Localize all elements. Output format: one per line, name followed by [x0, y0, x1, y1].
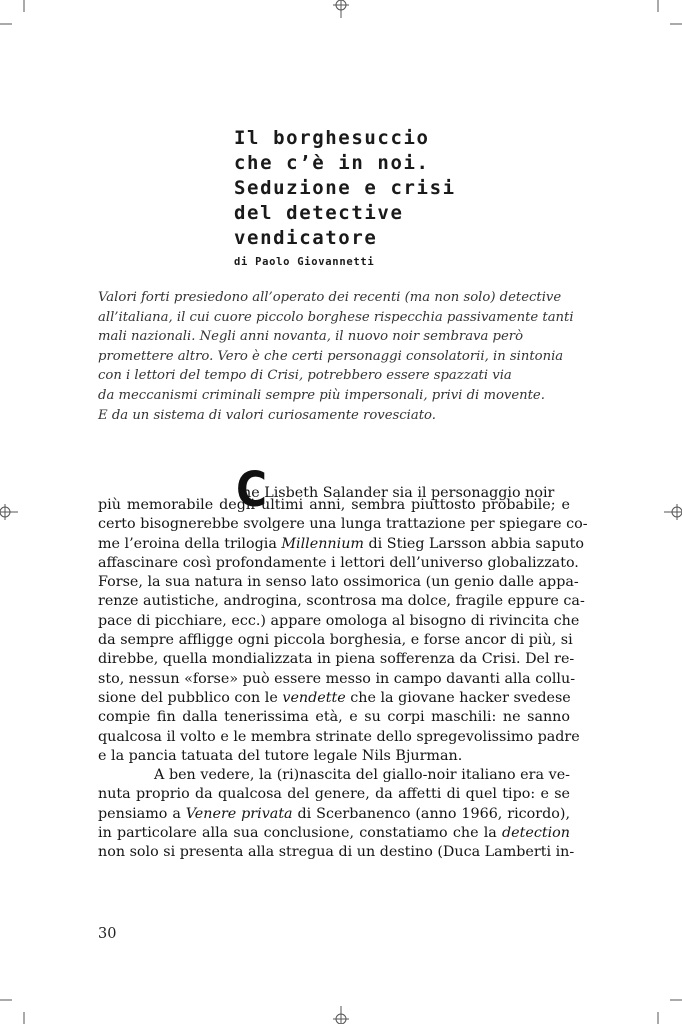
body-line: nuta proprio da qualcosa del genere, da affetti di quel tipo: e se: [98, 786, 570, 803]
body-line-text: he Lisbeth Salander sia il personaggio noir: [242, 485, 555, 501]
body-line: da sempre affligge ogni piccola borghesia, e forse ancor di più, si: [98, 632, 573, 649]
body-line: renze autistiche, androgina, scontrosa ma dolce, fragile eppure ca-: [98, 593, 585, 610]
abstract-line: da meccanismi criminali sempre più impersonali, privi di movente.: [98, 387, 545, 403]
body-line-text: pensiamo a: [98, 805, 186, 822]
title-line: che c’è in noi.: [234, 152, 430, 174]
body-line: più memorabile degli ultimi anni, sembra piuttosto probabile; e: [98, 497, 570, 513]
body-line-text: sione del pubblico con le: [98, 689, 283, 706]
registration-mark-bottom: [333, 1006, 349, 1024]
body-line-text: di Scerbanenco (anno 1966, ricordo),: [292, 805, 570, 822]
body-line: direbbe, quella mondializzata in piena sofferenza da Crisi. Del re-: [98, 651, 575, 668]
author-byline: di Paolo Giovannetti: [234, 256, 375, 268]
title-line: Il borghesuccio: [234, 127, 430, 149]
body-line: e la pancia tatuata del tutore legale Nils Bjurman.: [98, 747, 463, 764]
emphasis-vendette: vendette: [282, 689, 346, 706]
body-line: pace di picchiare, ecc.) appare omologa al bisogno di rivincita che: [98, 612, 580, 629]
body-line: non solo si presenta alla stregua di un destino (Duca Lamberti in-: [98, 844, 575, 861]
page-number: 30: [98, 926, 117, 942]
drop-cap: C: [236, 462, 268, 518]
body-line-text: che la giovane hacker svedese: [345, 689, 571, 706]
registration-mark-right: [664, 504, 682, 520]
abstract-line: mali nazionali. Negli anni novanta, il nuovo noir sembrava però: [98, 329, 524, 345]
abstract-line: E da un sistema di valori curiosamente rovesciato.: [98, 407, 436, 423]
body-line: affascinare così profondamente i lettori dell’universo globalizzato.: [98, 554, 579, 571]
chapter-title: [234, 126, 534, 269]
body-line: [98, 689, 570, 708]
emphasis-detection: detection: [502, 825, 570, 842]
abstract: [98, 288, 573, 425]
body-line: certo bisognerebbe svolgere una lunga trattazione per spiegare co-: [98, 516, 588, 533]
body-line: [98, 535, 584, 554]
book-title-venere-privata: Venere privata: [185, 805, 293, 822]
body-line: A ben vedere, la (ri)nascita del giallo-noir italiano era ve-: [154, 767, 570, 784]
abstract-line: con i lettori del tempo di Crisi, potrebbero essere spazzati via: [98, 368, 512, 384]
title-line: del detective: [234, 202, 404, 224]
body-line: Forse, la sua natura in senso lato ossimorica (un genio dalle appa-: [98, 574, 579, 591]
body-line: sto, nessun «forse» può essere messo in campo davanti alla collu-: [98, 670, 576, 687]
abstract-line: promettere altro. Vero è che certi personaggi consolatorii, in sintonia: [98, 348, 564, 364]
body-line-text: me l’eroina della trilogia: [98, 535, 282, 552]
body-line-text: in particolare alla sua conclusione, constatiamo che la: [98, 825, 503, 842]
book-title-millennium: Millennium: [281, 535, 364, 552]
body-line-text: di Stieg Larsson abbia saputo: [363, 535, 584, 552]
title-line: vendicatore: [234, 227, 378, 249]
registration-mark-top: [333, 0, 349, 18]
body-line: compie fin dalla tenerissima età, e su corpi maschili: ne sanno: [98, 709, 570, 726]
body-line: [98, 805, 570, 824]
title-line: Seduzione e crisi: [234, 177, 456, 199]
registration-mark-left: [0, 504, 18, 520]
body-line: [98, 824, 570, 843]
abstract-line: all’italiana, il cui cuore piccolo borghese rispecchia passivamente tanti: [98, 309, 574, 325]
body-line: qualcosa il volto e le membra strinate dello spregevolissimo padre: [98, 728, 580, 745]
abstract-line: Valori forti presiedono all’operato dei recenti (ma non solo) detective: [98, 290, 562, 305]
body-text: [98, 462, 588, 863]
